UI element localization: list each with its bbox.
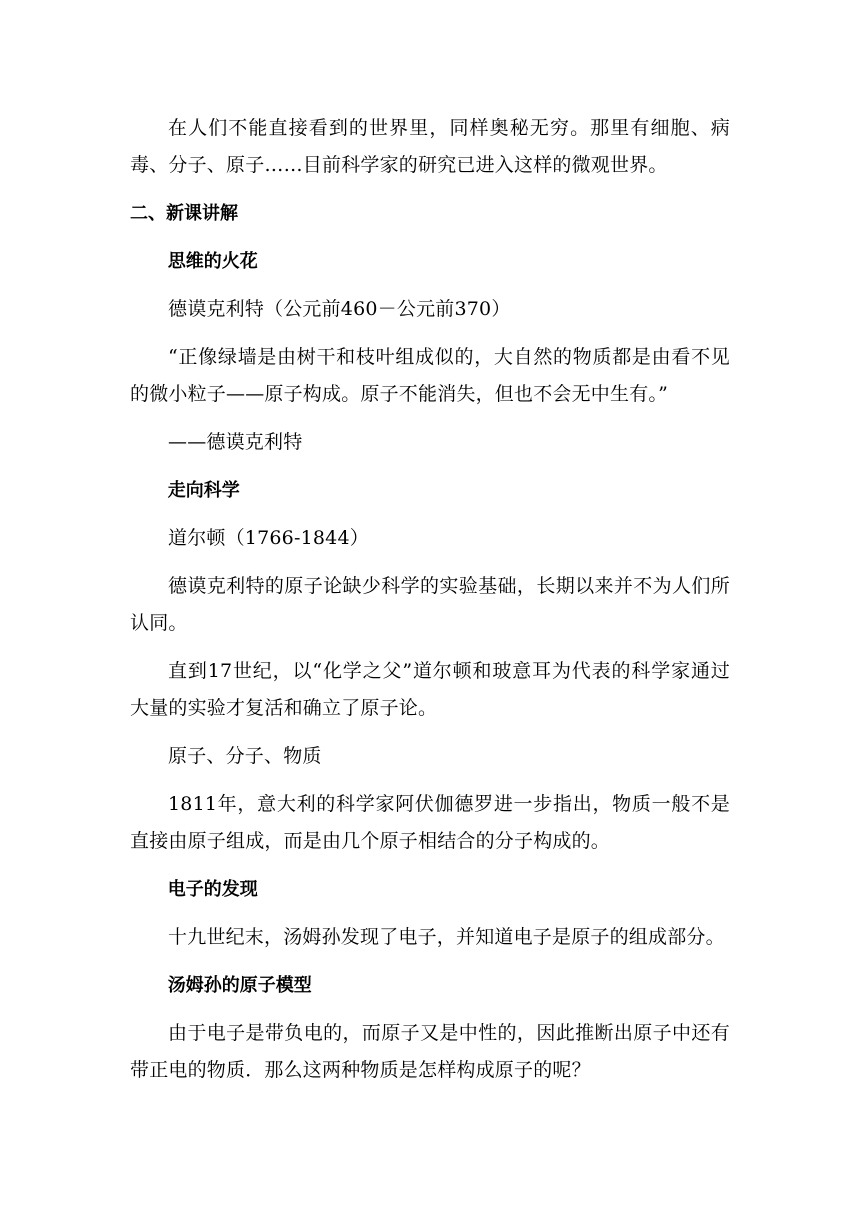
section-title: 二、新课讲解 <box>130 203 238 224</box>
heading-thinking-spark: 思维的火花 <box>167 251 258 272</box>
thomson-model-paragraph: 由于电子是带负电的，而原子又是中性的，因此推断出原子中还有带正电的物质．那么这两种物质是怎样构成原子的呢？ <box>130 1022 730 1081</box>
atomism-paragraph: 德谟克利特的原子论缺少科学的实验基础，长期以来并不为人们所认同。 <box>130 575 730 634</box>
heading-electron-discovery: 电子的发现 <box>167 879 258 900</box>
document-body <box>130 110 730 1100</box>
democritus-quote: “正像绿墙是由树干和枝叶组成似的，大自然的物质都是由看不见的微小粒子——原子构成。原子不能消失，但也不会无中生有。” <box>130 346 730 405</box>
quote-attribution: ——德谟克利特 <box>168 431 303 453</box>
democritus-name-dates: 德谟克利特（公元前460－公元前370） <box>168 298 511 320</box>
intro-paragraph: 在人们不能直接看到的世界里，同样奥秘无穷。那里有细胞、病毒、分子、原子……目前科学家的研究已进入这样的微观世界。 <box>130 117 730 176</box>
heading-toward-science: 走向科学 <box>167 480 240 501</box>
avogadro-paragraph: 1811年，意大利的科学家阿伏伽德罗进一步指出，物质一般不是直接由原子组成，而是由几个原子相结合的分子构成的。 <box>130 793 730 852</box>
dalton-name-dates: 道尔顿（1766-1844） <box>168 527 369 549</box>
revival-paragraph: 直到17世纪，以“化学之父”道尔顿和玻意耳为代表的科学家通过大量的实验才复活和确立了原子论。 <box>130 660 730 719</box>
subheading-atom-molecule-matter: 原子、分子、物质 <box>168 745 322 767</box>
electron-paragraph: 十九世纪末，汤姆孙发现了电子，并知道电子是原子的组成部分。 <box>168 926 725 948</box>
heading-thomson-model: 汤姆孙的原子模型 <box>167 975 312 996</box>
